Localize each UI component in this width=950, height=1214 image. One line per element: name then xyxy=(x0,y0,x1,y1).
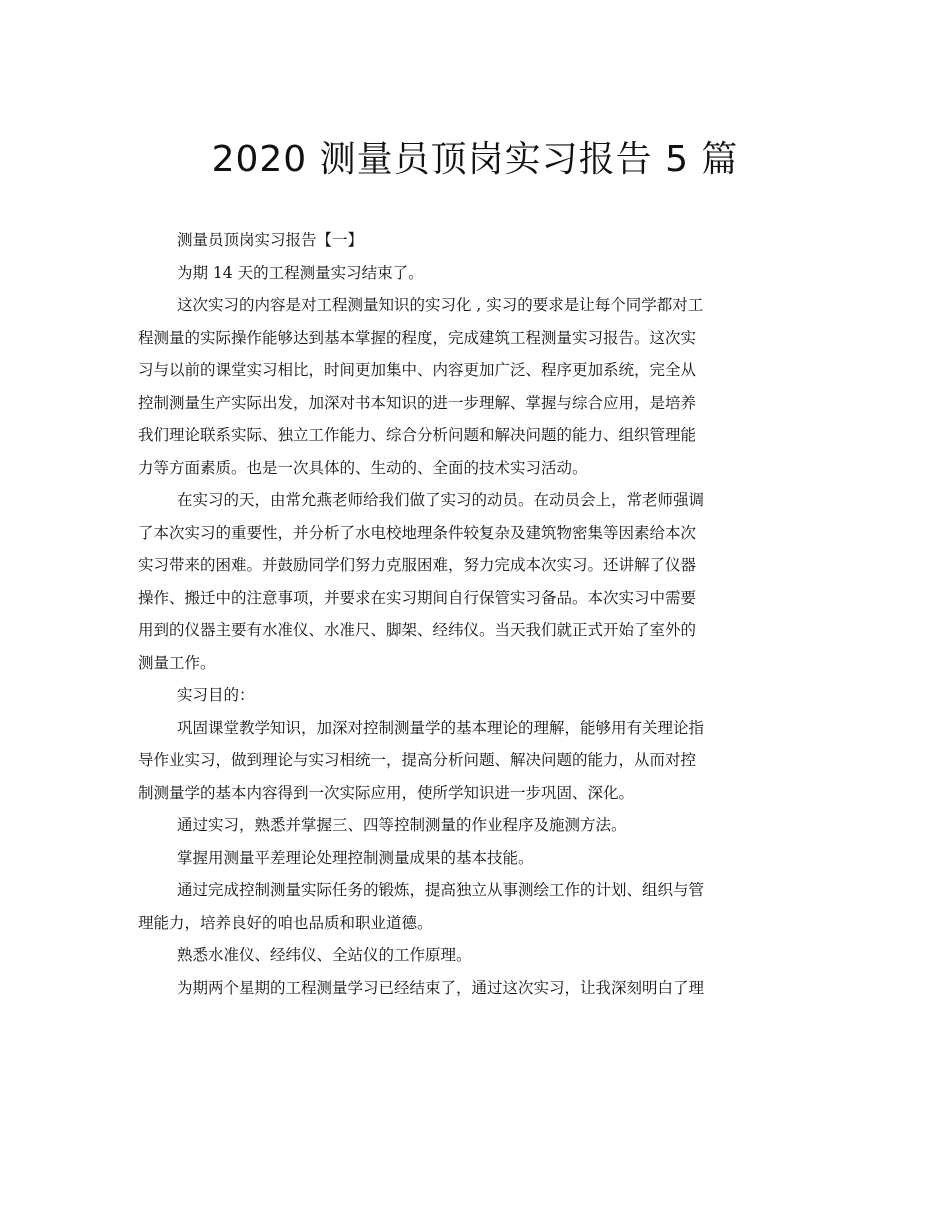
paragraph-line: 为期 14 天的工程测量实习结束了。 xyxy=(177,263,424,282)
paragraph-line: 通过实习，熟悉并掌握三、四等控制测量的作业程序及施测方法。 xyxy=(177,816,627,834)
paragraph-line: 掌握用测量平差理论处理控制测量成果的基本技能。 xyxy=(177,848,534,867)
paragraph-line: 熟悉水准仪、经纬仪、全站仪的工作原理。 xyxy=(177,946,472,964)
paragraph-line: 在实习的天，由常允燕老师给我们做了实习的动员。在动员会上，常老师强调 xyxy=(177,491,705,509)
paragraph-line: 我们理论联系实际、独立工作能力、综合分析问题和解决问题的能力、组织管理能 xyxy=(138,426,697,444)
document-body xyxy=(138,224,788,1004)
section-heading: 实习目的： xyxy=(177,686,255,704)
paragraph-line: 巩固课堂教学知识，加深对控制测量学的基本理论的理解，能够用有关理论指 xyxy=(177,718,705,737)
paragraph-line: 为期两个星期的工程测量学习已经结束了，通过这次实习，让我深刻明白了理 xyxy=(177,978,705,997)
paragraph-line: 用到的仪器主要有水准仪、水准尺、脚架、经纬仪。当天我们就正式开始了室外的 xyxy=(138,621,697,639)
paragraph-line: 操作、搬迁中的注意事项，并要求在实习期间自行保管实习备品。本次实习中需要 xyxy=(138,588,697,607)
paragraph-line: 习与以前的课堂实习相比，时间更加集中、内容更加广泛、程序更加系统，完全从 xyxy=(138,361,697,379)
paragraph-line: 测量工作。 xyxy=(138,653,216,672)
paragraph-line: 程测量的实际操作能够达到基本掌握的程度，完成建筑工程测量实习报告。这次实 xyxy=(138,328,697,347)
paragraph-line: 力等方面素质。也是一次具体的、生动的、全面的技术实习活动。 xyxy=(138,458,588,477)
paragraph-line: 导作业实习，做到理论与实习相统一，提高分析问题、解决问题的能力，从而对控 xyxy=(138,751,697,769)
paragraph-line: 了本次实习的重要性，并分析了水电校地理条件较复杂及建筑物密集等因素给本次 xyxy=(138,523,697,542)
paragraph-line: 这次实习的内容是对工程测量知识的实习化 , 实习的要求是让每个同学都对工 xyxy=(177,296,704,314)
paragraph-line: 控制测量生产实际出发，加深对书本知识的进一步理解、掌握与综合应用，是培养 xyxy=(138,393,697,412)
paragraph-line: 理能力，培养良好的咱也品质和职业道德。 xyxy=(138,913,433,932)
page-title: 2020 测量员顶岗实习报告 5 篇 xyxy=(211,139,739,180)
section-heading: 测量员顶岗实习报告【一】 xyxy=(177,231,364,249)
paragraph-line: 通过完成控制测量实际任务的锻炼，提高独立从事测绘工作的计划、组织与管 xyxy=(177,881,705,899)
paragraph-line: 实习带来的困难。并鼓励同学们努力克服困难，努力完成本次实习。还讲解了仪器 xyxy=(138,556,697,574)
paragraph-line: 制测量学的基本内容得到一次实际应用，使所学知识进一步巩固、深化。 xyxy=(138,783,635,802)
